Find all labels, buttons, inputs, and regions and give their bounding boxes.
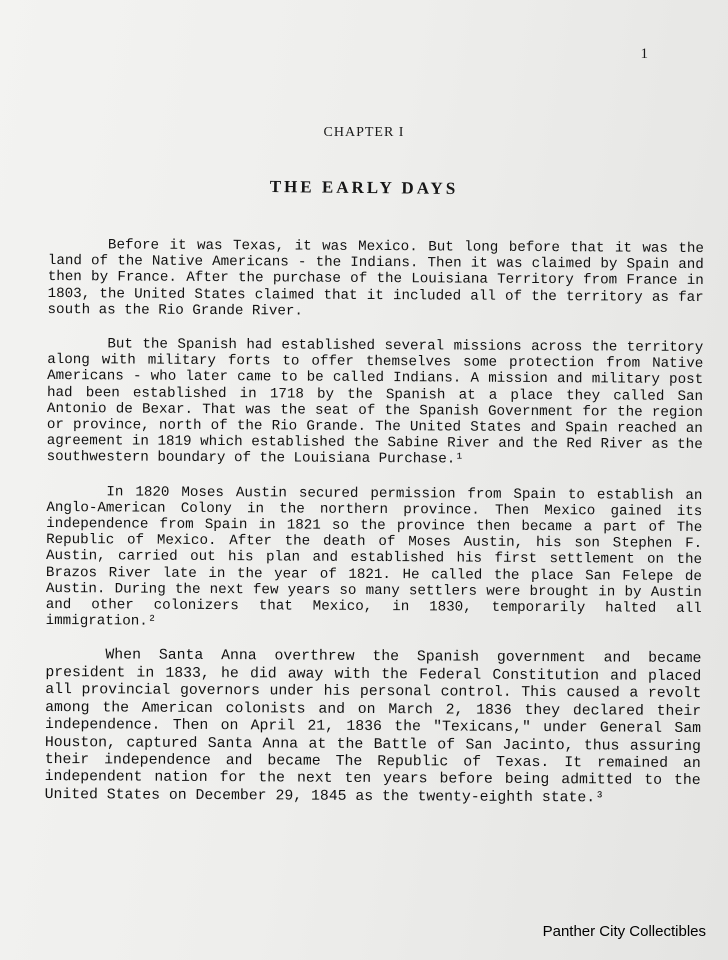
paragraph-2: But the Spanish had established several missions across the territory along with military forts to offer themselves some protection from Native Americans - who later came to be called Indians. A mission and military post had been established in 1718 by the Spanish at a place they called San Antonio de Bexar. That was the seat of the Spanish Government for the region or province, north of the Rio Grande. The United States and Spain reached an agreement in 1819 which established the Sabine River and the Red River as the southwestern boundary of the Louisiana Purchase.¹ xyxy=(46,336,704,468)
paragraph-4: When Santa Anna overthrew the Spanish government and became president in 1833, he did away with the Federal Constitution and placed all provincial governors under his personal control. This caused a revolt among the American colonists and on March 2, 1836 they declared their independence. Then on April 21, 1836 the "Texicans," under General Sam Houston, captured Santa Anna at the Battle of San Jacinto, thus assuring their independence and became The Republic of Texas. It remained an independent nation for the next ten years before being admitted to the United States on December 29, 1845 as the twenty-eighth state.³ xyxy=(44,647,702,807)
page-number: 1 xyxy=(640,46,648,62)
seller-watermark: Panther City Collectibles xyxy=(542,923,706,940)
paragraph-3: In 1820 Moses Austin secured permission from Spain to establish an Anglo-American Colony in the northern province. Then Mexico gained its independence from Spain in 1821 so the province then became a part of The Republic of Mexico. After the death of Moses Austin, his son Stephen F. Austin, carried out his plan and established his first settlement on the Brazos River late in the year of 1821. He called the place San Felepe de Austin. During the next few years so many settlers were brought in by Austin and other colonizers that Mexico, in 1830, temporarily halted all immigration.² xyxy=(45,484,703,630)
chapter-title: THE EARLY DAYS xyxy=(269,177,459,198)
page-body xyxy=(44,237,704,826)
chapter-heading: CHAPTER I xyxy=(323,125,405,140)
paragraph-1: Before it was Texas, it was Mexico. But long before that it was the land of the Native Americans - the Indians. Then it was claimed by Spain and then by France. After the purchase of the Louisiana Territory from France in 1803, the United States claimed that it included all of the territory as far south as the Rio Grande River. xyxy=(47,237,704,320)
